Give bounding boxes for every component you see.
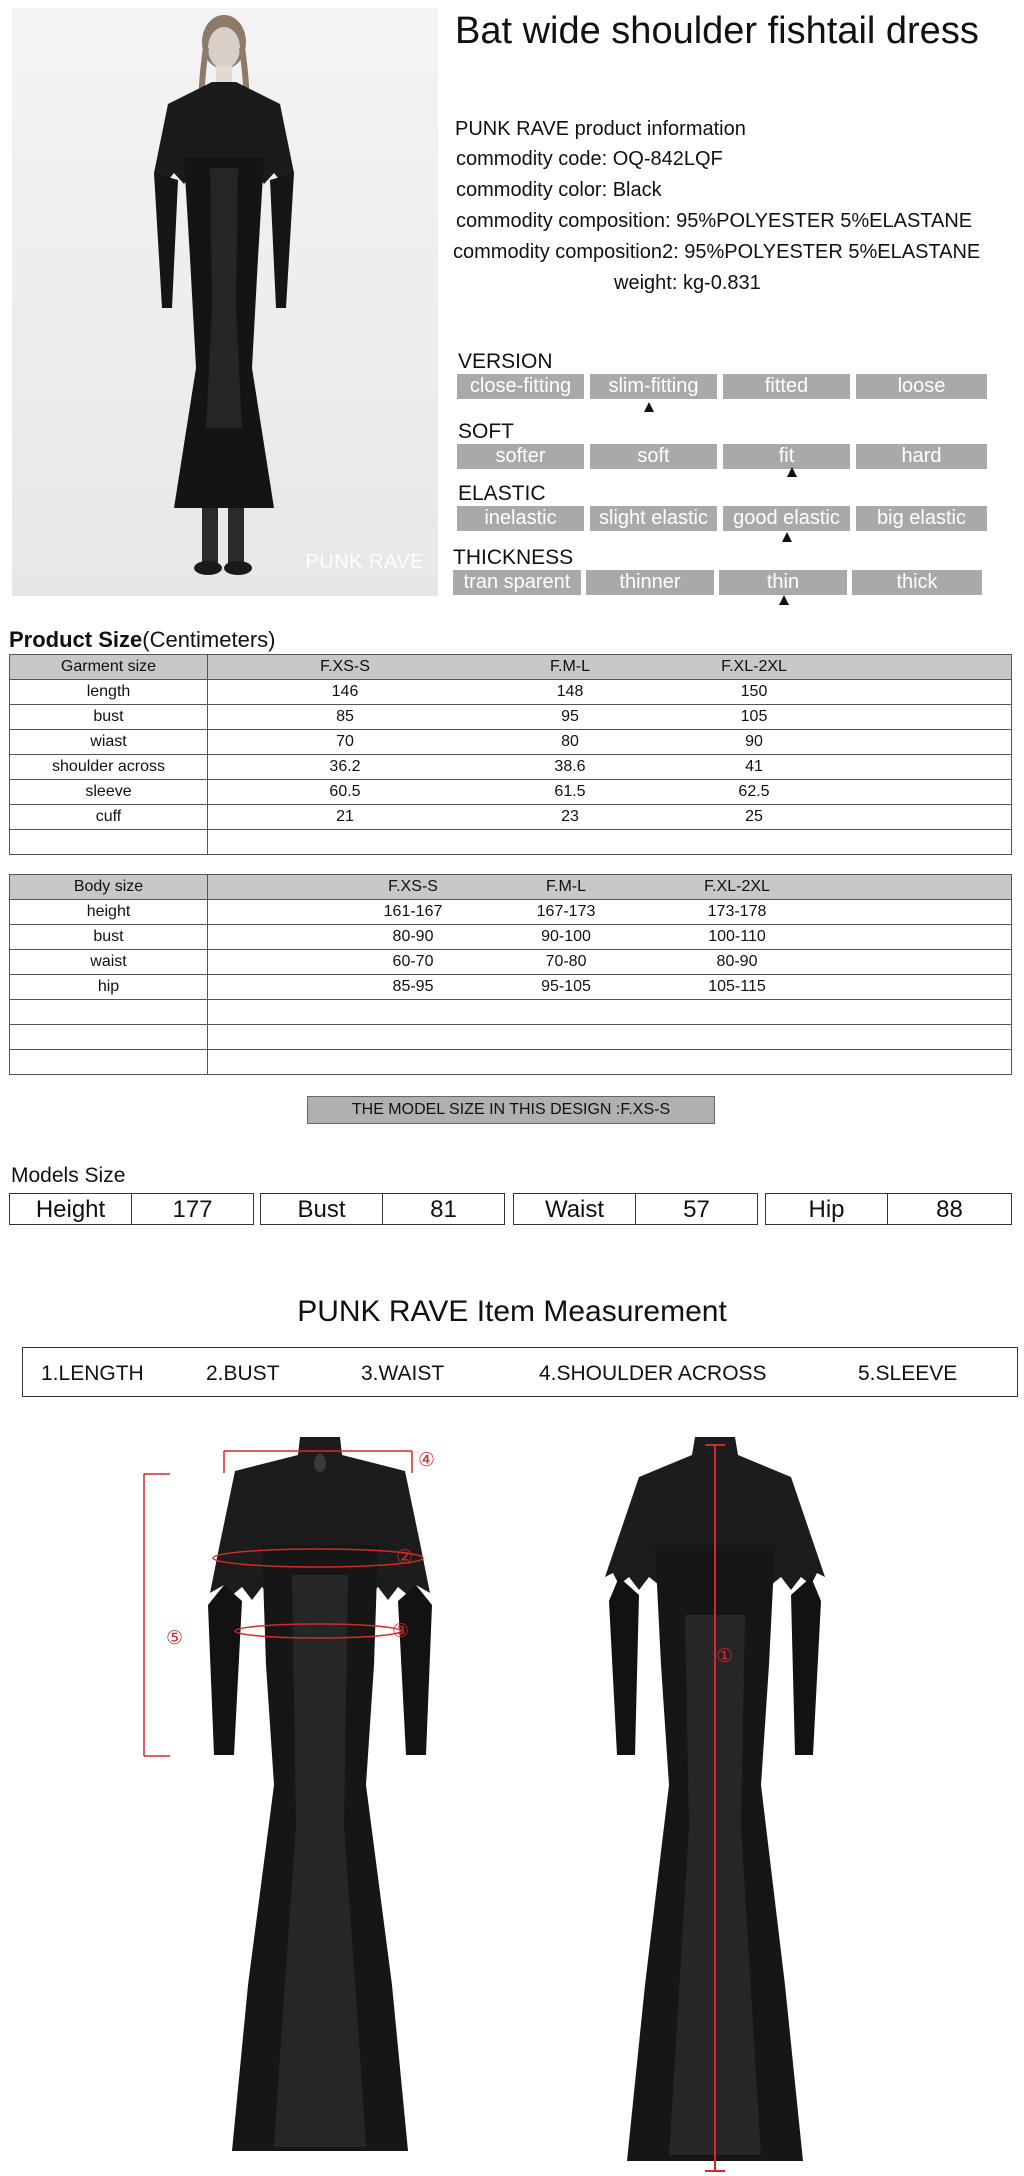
attr-thickness-heading: THICKNESS — [453, 546, 574, 569]
table-row — [10, 730, 1012, 755]
model-figure-image — [12, 8, 438, 596]
table-cell: 70 — [336, 733, 354, 750]
model-height-value: 177 — [131, 1193, 254, 1225]
row-label: shoulder across — [10, 755, 208, 780]
color-label: commodity color: — [456, 179, 608, 201]
garment-size-table — [9, 654, 1012, 855]
table-cell: 60-70 — [392, 953, 434, 970]
table-cell: 100-110 — [708, 928, 766, 945]
table-cell: 150 — [740, 683, 768, 700]
attr-elastic-option: good elastic — [723, 506, 850, 531]
measurement-item: 5.SLEEVE — [858, 1362, 958, 1385]
model-waist-label: Waist — [513, 1193, 636, 1225]
model-size-banner: THE MODEL SIZE IN THIS DESIGN :F.XS-S — [307, 1096, 715, 1124]
table-header-row — [10, 655, 1012, 680]
table-cell: 90 — [745, 733, 763, 750]
attr-soft-option: fit — [723, 444, 850, 469]
row-label: wiast — [10, 730, 208, 755]
table-row — [10, 805, 1012, 830]
attr-soft-selected-marker — [787, 467, 797, 477]
row-label: bust — [10, 925, 208, 950]
attr-thickness-selected-marker — [779, 595, 789, 605]
table-cell: 62.5 — [738, 783, 770, 800]
attr-version-option: close-fitting — [457, 374, 584, 399]
size-header: F.M-L — [546, 878, 586, 895]
attr-version-heading: VERSION — [458, 350, 553, 373]
color-value: Black — [612, 179, 662, 201]
table-cell: 80-90 — [716, 953, 758, 970]
info-row-composition — [456, 210, 972, 233]
photo-watermark: PUNK RAVE — [305, 551, 424, 573]
table-cell: 105-115 — [708, 978, 766, 995]
size-header: F.XS-S — [388, 878, 438, 895]
table-row — [10, 755, 1012, 780]
product-size-title-unit: (Centimeters) — [142, 627, 276, 652]
table-header-label: Garment size — [10, 655, 208, 680]
table-cell: 173-178 — [707, 903, 767, 920]
table-cell: 85-95 — [392, 978, 434, 995]
size-header: F.XL-2XL — [721, 658, 787, 675]
table-cell: 41 — [745, 758, 763, 775]
row-label — [10, 1025, 208, 1050]
marker-length: ① — [716, 1645, 734, 1667]
row-label: sleeve — [10, 780, 208, 805]
size-header: F.XS-S — [320, 658, 370, 675]
table-cell: 85 — [336, 708, 354, 725]
table-cell: 95 — [561, 708, 579, 725]
attr-version-option: slim-fitting — [590, 374, 717, 399]
table-row — [10, 830, 1012, 855]
weight-label: weight: — [614, 272, 678, 294]
row-label: height — [10, 900, 208, 925]
product-title: Bat wide shoulder fishtail dress — [455, 10, 979, 52]
composition2-value: 95%POLYESTER 5%ELASTANE — [684, 241, 981, 263]
table-row — [10, 1050, 1012, 1075]
table-cell: 105 — [740, 708, 768, 725]
measurement-item: 3.WAIST — [361, 1362, 445, 1385]
attr-elastic-heading: ELASTIC — [458, 482, 546, 505]
model-hip-value: 88 — [887, 1193, 1012, 1225]
table-cell: 23 — [561, 808, 579, 825]
table-cell: 25 — [745, 808, 763, 825]
row-label: bust — [10, 705, 208, 730]
attr-soft-option: hard — [856, 444, 987, 469]
table-cell: 146 — [331, 683, 359, 700]
front-measurement-lines — [140, 1448, 440, 1768]
marker-sleeve: ⑤ — [166, 1627, 184, 1649]
table-row — [10, 950, 1012, 975]
table-cell: 90-100 — [541, 928, 591, 945]
product-photo — [12, 8, 438, 596]
attr-thickness-option: thinner — [586, 570, 714, 595]
table-row — [10, 1025, 1012, 1050]
body-size-table — [9, 874, 1012, 1075]
attr-soft-option: soft — [590, 444, 717, 469]
size-header: F.XL-2XL — [704, 878, 770, 895]
product-size-title — [9, 627, 276, 653]
model-bust-label: Bust — [260, 1193, 383, 1225]
code-value: OQ-842LQF — [612, 148, 723, 170]
table-row — [10, 925, 1012, 950]
table-row — [10, 780, 1012, 805]
table-row — [10, 975, 1012, 1000]
attr-thickness-option: thin — [719, 570, 847, 595]
table-cell: 36.2 — [329, 758, 361, 775]
attr-elastic-option: slight elastic — [590, 506, 717, 531]
attr-version-option: fitted — [723, 374, 850, 399]
table-row — [10, 1000, 1012, 1025]
table-cell: 167-173 — [536, 903, 596, 920]
brand-info: PUNK RAVE product information — [455, 118, 746, 140]
row-label: waist — [10, 950, 208, 975]
table-cell: 161-167 — [383, 903, 443, 920]
table-cell: 95-105 — [541, 978, 591, 995]
composition-value: 95%POLYESTER 5%ELASTANE — [676, 210, 973, 232]
measurement-item: 2.BUST — [206, 1362, 280, 1385]
table-cell: 21 — [336, 808, 354, 825]
marker-bust: ② — [396, 1546, 414, 1568]
info-row-color — [456, 179, 662, 202]
table-cell: 38.6 — [554, 758, 586, 775]
info-row-composition2 — [453, 241, 980, 264]
table-cell: 60.5 — [329, 783, 361, 800]
product-size-title-bold: Product Size — [9, 627, 143, 652]
attr-soft-heading: SOFT — [458, 420, 514, 443]
attr-elastic-selected-marker — [782, 532, 792, 542]
row-label: length — [10, 680, 208, 705]
table-row — [10, 705, 1012, 730]
model-hip-label: Hip — [765, 1193, 888, 1225]
table-row — [10, 680, 1012, 705]
measurement-title: PUNK RAVE Item Measurement — [297, 1295, 727, 1328]
size-header: F.M-L — [550, 658, 590, 675]
marker-waist: ③ — [392, 1620, 410, 1642]
measurement-item: 1.LENGTH — [41, 1362, 144, 1385]
row-label: hip — [10, 975, 208, 1000]
attr-thickness-option: tran sparent — [453, 570, 581, 595]
attr-thickness-option: thick — [852, 570, 982, 595]
row-label — [10, 830, 208, 855]
models-size-title: Models Size — [11, 1164, 126, 1187]
attr-version-option: loose — [856, 374, 987, 399]
info-row-weight — [614, 272, 761, 295]
row-label: cuff — [10, 805, 208, 830]
table-cell: 80-90 — [392, 928, 434, 945]
attr-elastic-option: inelastic — [457, 506, 584, 531]
marker-shoulder-across: ④ — [418, 1449, 436, 1471]
attr-version-selected-marker — [644, 402, 654, 412]
table-header-row — [10, 875, 1012, 900]
composition-label: commodity composition: — [456, 210, 671, 232]
row-label — [10, 1000, 208, 1025]
info-row-code — [456, 148, 723, 171]
attr-soft-option: softer — [457, 444, 584, 469]
table-header-label: Body size — [10, 875, 208, 900]
dress-back-diagram — [535, 1425, 895, 2173]
measurement-legend — [22, 1347, 1018, 1397]
table-row — [10, 900, 1012, 925]
attr-elastic-option: big elastic — [856, 506, 987, 531]
table-cell: 148 — [556, 683, 584, 700]
model-waist-value: 57 — [635, 1193, 758, 1225]
composition2-label: commodity composition2: — [453, 241, 679, 263]
table-cell: 70-80 — [545, 953, 587, 970]
table-cell: 80 — [561, 733, 579, 750]
model-bust-value: 81 — [382, 1193, 505, 1225]
weight-value: kg-0.831 — [682, 272, 761, 294]
model-height-label: Height — [9, 1193, 132, 1225]
code-label: commodity code: — [456, 148, 608, 170]
measurement-item: 4.SHOULDER ACROSS — [539, 1362, 767, 1385]
row-label — [10, 1050, 208, 1075]
table-cell: 61.5 — [554, 783, 586, 800]
